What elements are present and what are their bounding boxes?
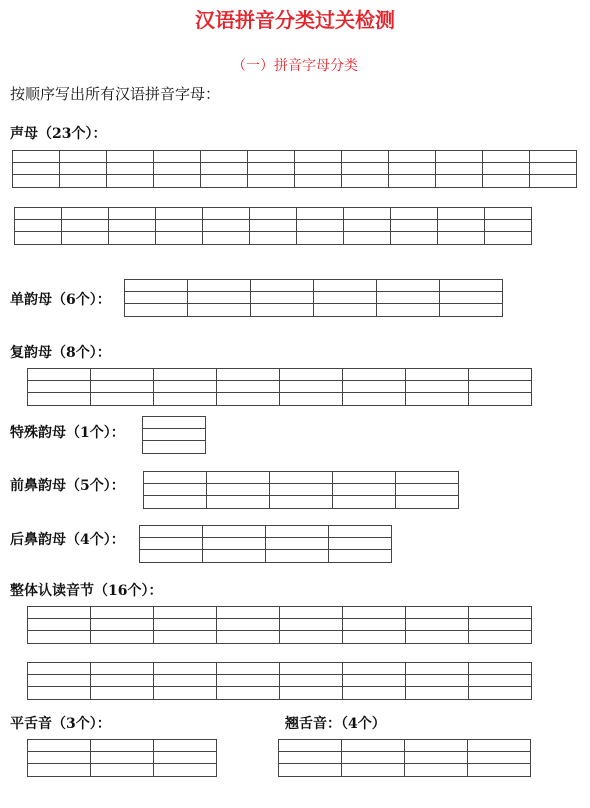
- writing-cell: [406, 606, 469, 644]
- worksheet-title: 汉语拼音分类过关检测: [195, 8, 395, 32]
- zhengti-rendu-label: 整体认读音节（16个）：: [10, 583, 163, 599]
- teshu-yunmu-label: 特殊韵母（1个）：: [10, 425, 125, 441]
- fu-yunmu-grid: [27, 368, 532, 406]
- pingshe-label: 平舌音（3个）：: [10, 716, 111, 732]
- dan-yunmu-label: 单韵母（6个）：: [10, 292, 111, 308]
- writing-cell: [279, 739, 342, 777]
- writing-cell: [154, 368, 217, 406]
- writing-cell: [143, 416, 206, 454]
- writing-cell: [217, 368, 280, 406]
- writing-cell: [377, 279, 440, 317]
- writing-cell: [342, 150, 389, 188]
- writing-cell: [344, 207, 391, 245]
- writing-cell: [203, 525, 266, 563]
- writing-cell: [530, 150, 577, 188]
- writing-cell: [436, 150, 483, 188]
- writing-cell: [333, 471, 396, 509]
- writing-cell: [469, 606, 532, 644]
- writing-cell: [125, 279, 188, 317]
- writing-cell: [343, 606, 406, 644]
- qiaoshe-grid: [278, 739, 531, 777]
- writing-cell: [154, 606, 217, 644]
- houbi-yunmu-label: 后鼻韵母（4个）：: [10, 532, 125, 548]
- writing-cell: [440, 279, 503, 317]
- writing-cell: [343, 368, 406, 406]
- writing-cell: [469, 368, 532, 406]
- writing-cell: [140, 525, 203, 563]
- qianbi-yunmu-label: 前鼻韵母（5个）：: [10, 478, 125, 494]
- writing-cell: [266, 525, 329, 563]
- writing-cell: [250, 207, 297, 245]
- shengmu-label: 声母（23个）：: [10, 126, 107, 142]
- writing-cell: [13, 150, 60, 188]
- writing-cell: [109, 207, 156, 245]
- writing-cell: [483, 150, 530, 188]
- writing-cell: [343, 662, 406, 700]
- writing-cell: [15, 207, 62, 245]
- zhengti-rendu-grid-row-2: [27, 662, 532, 700]
- writing-cell: [154, 150, 201, 188]
- writing-cell: [217, 606, 280, 644]
- section-subtitle: （一）拼音字母分类: [232, 58, 358, 74]
- fu-yunmu-label: 复韵母（8个）：: [10, 345, 111, 361]
- writing-cell: [391, 207, 438, 245]
- writing-cell: [62, 207, 109, 245]
- writing-cell: [201, 150, 248, 188]
- writing-cell: [60, 150, 107, 188]
- pingshe-grid: [27, 739, 217, 777]
- writing-cell: [156, 207, 203, 245]
- writing-cell: [314, 279, 377, 317]
- writing-cell: [207, 471, 270, 509]
- writing-cell: [280, 368, 343, 406]
- writing-cell: [91, 662, 154, 700]
- teshu-yunmu-grid: [142, 416, 206, 454]
- writing-cell: [107, 150, 154, 188]
- writing-cell: [329, 525, 392, 563]
- writing-cell: [469, 662, 532, 700]
- writing-cell: [438, 207, 485, 245]
- writing-cell: [91, 739, 154, 777]
- zhengti-rendu-grid-row-1: [27, 606, 532, 644]
- dan-yunmu-grid: [124, 279, 503, 317]
- houbi-yunmu-grid: [139, 525, 392, 563]
- writing-cell: [28, 368, 91, 406]
- writing-cell: [396, 471, 459, 509]
- writing-cell: [91, 368, 154, 406]
- writing-cell: [28, 606, 91, 644]
- writing-cell: [280, 606, 343, 644]
- writing-cell: [154, 662, 217, 700]
- writing-cell: [248, 150, 295, 188]
- writing-cell: [405, 739, 468, 777]
- writing-cell: [144, 471, 207, 509]
- writing-cell: [28, 662, 91, 700]
- writing-cell: [91, 606, 154, 644]
- writing-cell: [297, 207, 344, 245]
- writing-cell: [485, 207, 532, 245]
- writing-cell: [28, 739, 91, 777]
- writing-cell: [406, 368, 469, 406]
- shengmu-grid-row-1: [12, 150, 577, 188]
- writing-cell: [389, 150, 436, 188]
- qiaoshe-label: 翘舌音：（4个）: [285, 716, 386, 732]
- writing-cell: [280, 662, 343, 700]
- writing-cell: [270, 471, 333, 509]
- writing-cell: [154, 739, 217, 777]
- instruction-text: 按顺序写出所有汉语拼音字母：: [10, 85, 221, 103]
- qianbi-yunmu-grid: [143, 471, 459, 509]
- writing-cell: [203, 207, 250, 245]
- writing-cell: [468, 739, 531, 777]
- writing-cell: [406, 662, 469, 700]
- writing-cell: [217, 662, 280, 700]
- shengmu-grid-row-2: [14, 207, 532, 245]
- writing-cell: [342, 739, 405, 777]
- writing-cell: [188, 279, 251, 317]
- writing-cell: [251, 279, 314, 317]
- writing-cell: [295, 150, 342, 188]
